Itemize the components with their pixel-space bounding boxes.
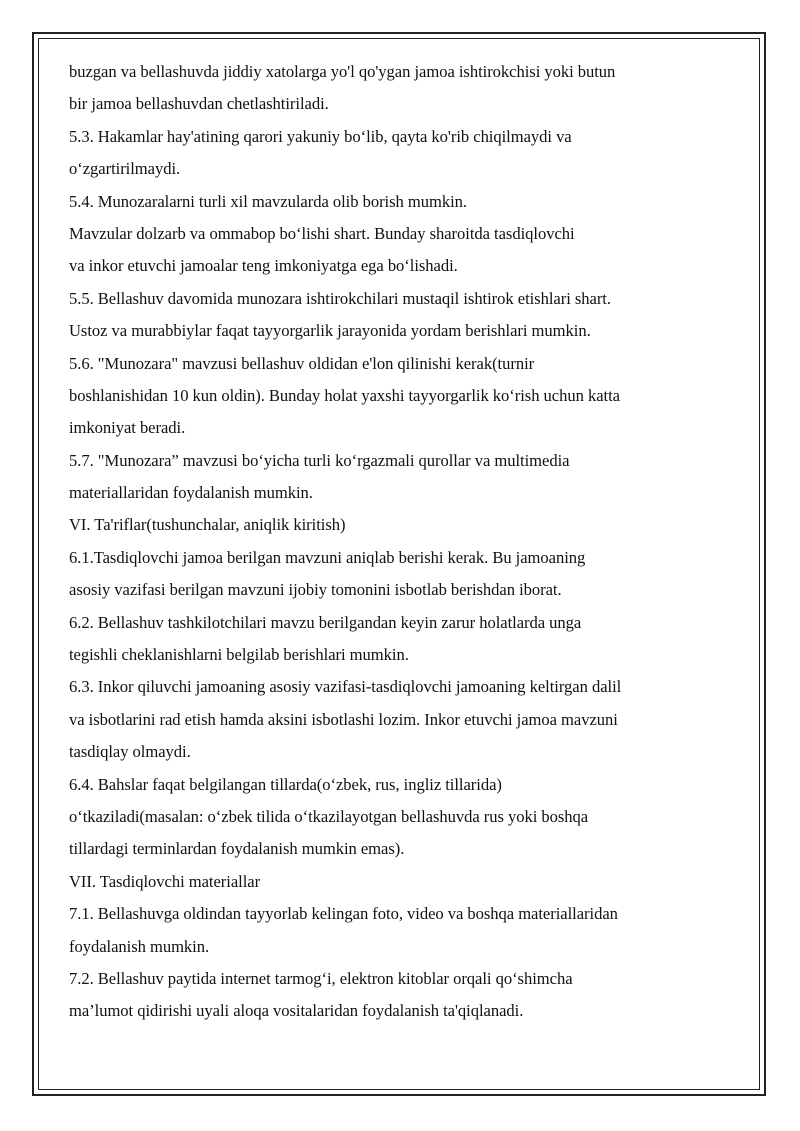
text-line: asosiy vazifasi berilgan mavzuni ijobiy tomonini isbotlab berishdan iborat. bbox=[69, 580, 562, 600]
text-line: ma’lumot qidirishi uyali aloqa vositalaridan foydalanish ta'qiqlanadi. bbox=[69, 1001, 524, 1021]
text-line: 5.7. "Munozara” mavzusi bo‘yicha turli ko‘rgazmali qurollar va multimedia bbox=[69, 450, 570, 470]
text-line: 7.2. Bellashuv paytida internet tarmog‘i, elektron kitoblar orqali qo‘shimcha bbox=[69, 968, 573, 988]
text-line: materiallaridan foydalanish mumkin. bbox=[69, 483, 313, 503]
text-line: foydalanish mumkin. bbox=[69, 936, 210, 956]
text-line: 5.3. Hakamlar hay'atining qarori yakuniy bo‘lib, qayta ko'rib chiqilmaydi va bbox=[69, 126, 572, 146]
text-line: 6.3. Inkor qiluvchi jamoaning asosiy vazifasi-tasdiqlovchi jamoaning keltirgan dalil bbox=[69, 677, 622, 697]
text-line: 5.4. Munozaralarni turli xil mavzularda olib borish mumkin. bbox=[69, 191, 467, 211]
text-line: va isbotlarini rad etish hamda aksini isbotlashi lozim. Inkor etuvchi jamoa mavzuni bbox=[69, 709, 618, 729]
text-line: bir jamoa bellashuvdan chetlashtiriladi. bbox=[69, 94, 329, 114]
text-line: 6.1.Tasdiqlovchi jamoa berilgan mavzuni aniqlab berishi kerak. Bu jamoaning bbox=[69, 547, 586, 567]
text-line: 6.4. Bahslar faqat belgilangan tillarda(o‘zbek, rus, ingliz tillarida) bbox=[69, 774, 502, 794]
text-line: buzgan va bellashuvda jiddiy xatolarga yo'l qo'ygan jamoa ishtirokchisi yoki butun bbox=[69, 62, 616, 81]
text-line: tasdiqlay olmaydi. bbox=[69, 742, 191, 762]
text-line: Ustoz va murabbiylar faqat tayyorgarlik jarayonida yordam berishlari mumkin. bbox=[69, 321, 591, 341]
text-line: o‘tkaziladi(masalan: o‘zbek tilida o‘tkazilayotgan bellashuvda rus yoki boshqa bbox=[69, 806, 589, 826]
text-line: imkoniyat beradi. bbox=[69, 418, 186, 438]
text-line: 5.6. "Munozara" mavzusi bellashuv oldidan e'lon qilinishi kerak(turnir bbox=[69, 353, 535, 373]
text-line: boshlanishidan 10 kun oldin). Bunday holat yaxshi tayyorgarlik ko‘rish uchun katta bbox=[69, 385, 620, 405]
text-line: 6.2. Bellashuv tashkilotchilari mavzu berilgandan keyin zarur holatlarda unga bbox=[69, 612, 582, 632]
document-body bbox=[69, 56, 734, 1028]
text-line: tegishli cheklanishlarni belgilab berishlari mumkin. bbox=[69, 645, 409, 665]
text-line: 5.5. Bellashuv davomida munozara ishtirokchilari mustaqil ishtirok etishlari shart. bbox=[69, 288, 611, 308]
section-heading: VI. Ta'riflar(tushunchalar, aniqlik kiritish) bbox=[69, 515, 346, 535]
text-line: va inkor etuvchi jamoalar teng imkoniyatga ega bo‘lishadi. bbox=[69, 256, 458, 276]
section-heading: VII. Tasdiqlovchi materiallar bbox=[69, 871, 261, 891]
text-line: Mavzular dolzarb va ommabop bo‘lishi shart. Bunday sharoitda tasdiqlovchi bbox=[69, 223, 575, 243]
text-line: tillardagi terminlardan foydalanish mumkin emas). bbox=[69, 839, 405, 859]
text-line: o‘zgartirilmaydi. bbox=[69, 159, 181, 179]
text-line: 7.1. Bellashuvga oldindan tayyorlab kelingan foto, video va boshqa materiallaridan bbox=[69, 904, 618, 924]
